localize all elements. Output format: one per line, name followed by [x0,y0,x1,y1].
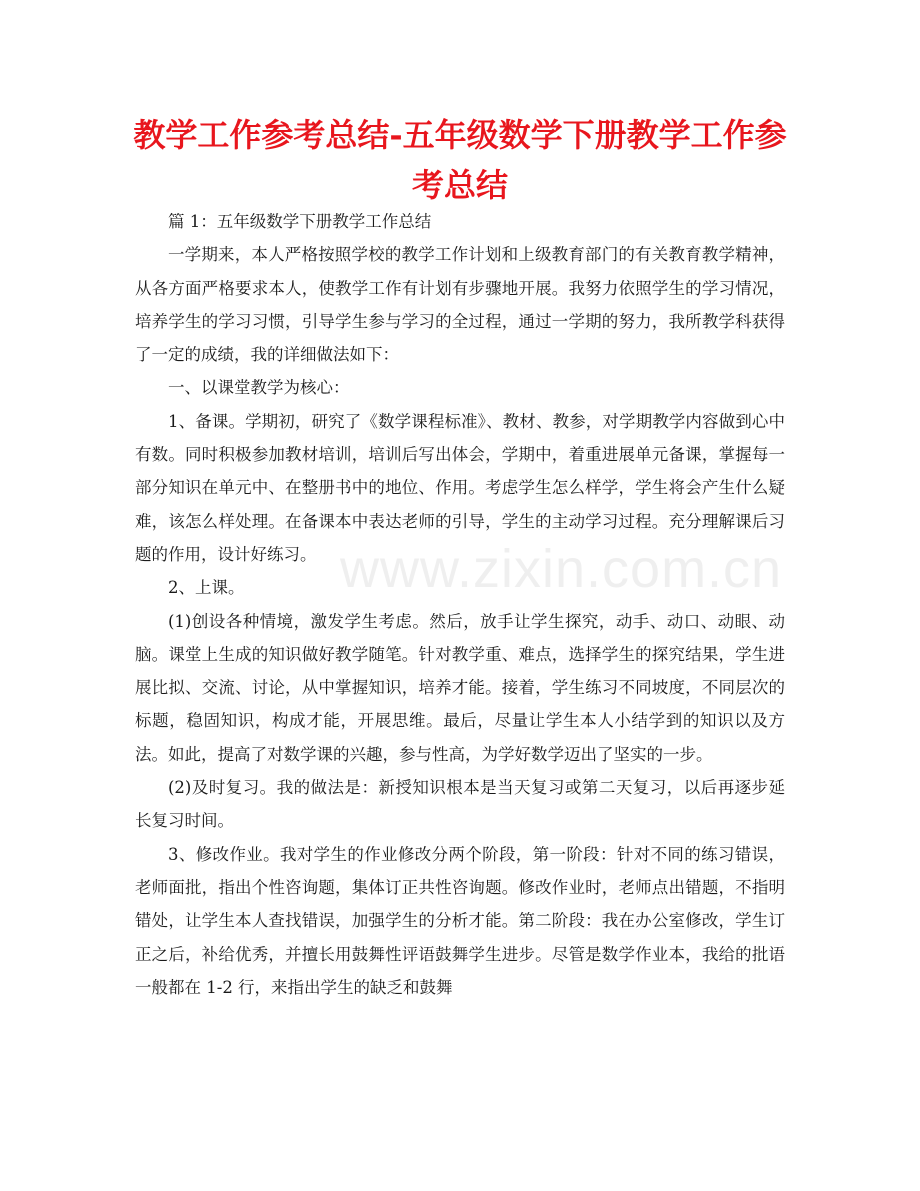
paragraph: (1)创设各种情境，激发学生考虑。然后，放手让学生探究，动手、动口、动眼、动脑。课堂上生成的知识做好教学随笔。针对教学重、难点，选择学生的探究结果，学生进展比拟、交流、讨论，从中掌握知识，培养才能。接着，学生练习不同坡度，不同层次的标题，稳固知识，构成才能，开展思维。最后，尽量让学生本人小结学到的知识以及方法。如此，提高了对数学课的兴趣，参与性高，为学好数学迈出了坚实的一步。 [135,611,785,764]
watermark-text: www.zixin.com.cn [340,539,783,599]
section-heading: 一、以课堂教学为核心： [168,378,350,398]
document-title: 教学工作参考总结-五年级数学下册教学工作参考总结 [133,116,787,204]
section-heading: 篇 1：五年级数学下册教学工作总结 [168,212,432,231]
document-body [135,205,785,1004]
section-heading: 2、上课。 [168,578,245,598]
paragraph: (2)及时复习。我的做法是：新授知识根本是当天复习或第二天复习，以后再逐步延长复习时间。 [135,778,785,831]
paragraph: 一学期来，本人严格按照学校的教学工作计划和上级教育部门的有关教育教学精神，从各方面严格要求本人，使教学工作有计划有步骤地开展。我努力依照学生的学习情况，培养学生的学习习惯，引导学生参与学习的全过程，通过一学期的努力，我所教学科获得了一定的成绩，我的详细做法如下： [135,245,785,365]
paragraph: 3、修改作业。我对学生的作业修改分两个阶段，第一阶段：针对不同的练习错误，老师面批，指出个性咨询题，集体订正共性咨询题。修改作业时，老师点出错题，不指明错处，让学生本人查找错误，加强学生的分析才能。第二阶段：我在办公室修改，学生订正之后，补给优秀，并擅长用鼓舞性评语鼓舞学生进步。尽管是数学作业本，我给的批语一般都在 1-2 行，来指出学生的缺乏和鼓舞 [135,844,785,997]
paragraph: 1、备课。学期初，研究了《数学课程标准》、教材、教参，对学期教学内容做到心中有数。同时积极参加教材培训，培训后写出体会，学期中，着重进展单元备课，掌握每一部分知识在单元中、在整册书中的地位、作用。考虑学生怎么样学，学生将会产生什么疑难，该怎么样处理。在备课本中表达老师的引导，学生的主动学习过程。充分理解课后习题的作用，设计好练习。 [135,411,785,564]
